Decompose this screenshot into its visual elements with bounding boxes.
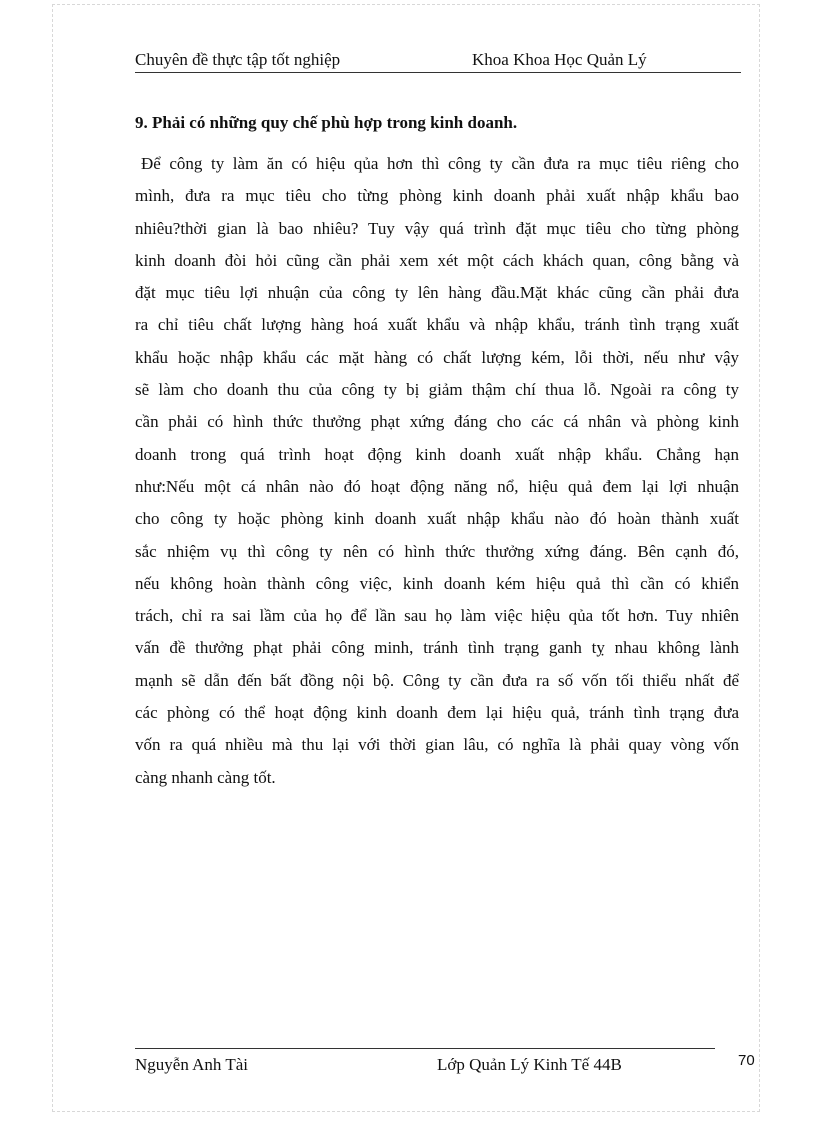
paragraph-line: nhiêu?thời gian là bao nhiêu? Tuy vậy quá trình đặt mục tiêu cho từng phòng <box>135 218 739 238</box>
paragraph-line: càng nhanh càng tốt. <box>135 767 276 787</box>
page-footer <box>135 1048 715 1074</box>
paragraph-line: kinh doanh đòi hỏi cũng cần phải xem xét một cách khách quan, công bằng và <box>135 250 739 270</box>
section-heading: 9. Phải có những quy chế phù hợp trong kinh doanh. <box>135 113 518 132</box>
header-title-right: Khoa Khoa Học Quản Lý <box>472 50 647 69</box>
body-paragraph <box>135 148 739 794</box>
paragraph-line: đặt mục tiêu lợi nhuận của công ty lên hàng đầu.Mặt khác cũng cần phải đưa <box>135 283 739 303</box>
paragraph-line: sẽ làm cho doanh thu của công ty bị giảm thậm chí thua lỗ. Ngoài ra công ty <box>135 380 739 400</box>
paragraph-line: cho công ty hoặc phòng kinh doanh xuất nhập khẩu nào đó hoàn thành xuất <box>135 509 739 529</box>
footer-class: Lớp Quản Lý Kinh Tế 44B <box>437 1055 622 1074</box>
paragraph-line: cần phải có hình thức thưởng phạt xứng đáng cho các cá nhân và phòng kinh <box>135 412 739 432</box>
paragraph-line: trách, chỉ ra sai lầm của họ để lần sau họ làm việc hiệu qủa tốt hơn. Tuy nhiên <box>135 606 739 626</box>
paragraph-line: mình, đưa ra mục tiêu cho từng phòng kinh doanh phải xuất nhập khẩu bao <box>135 186 739 206</box>
page-header <box>135 48 741 73</box>
paragraph-line: như:Nếu một cá nhân nào đó hoạt động năng nổ, hiệu quả đem lại lợi nhuận <box>135 476 739 496</box>
paragraph-line: sắc nhiệm vụ thì công ty nên có hình thức thưởng xứng đáng. Bên cạnh đó, <box>135 541 739 561</box>
paragraph-line: vấn đề thưởng phạt phải công minh, tránh tình trạng ganh tỵ nhau không lành <box>135 638 739 658</box>
paragraph-line: nếu không hoàn thành công việc, kinh doanh kém hiệu quả thì cần có khiển <box>135 573 739 593</box>
paragraph-line: các phòng có thể hoạt động kinh doanh đem lại hiệu quả, tránh tình trạng đưa <box>135 703 739 723</box>
footer-author: Nguyễn Anh Tài <box>135 1055 249 1074</box>
paragraph-line: ra chỉ tiêu chất lượng hàng hoá xuất khẩu và nhập khẩu, tránh tình trạng xuất <box>135 315 739 335</box>
paragraph-line: vốn ra quá nhiều mà thu lại với thời gian lâu, có nghĩa là phải quay vòng vốn <box>135 735 739 755</box>
paragraph-line: mạnh sẽ dẫn đến bất đồng nội bộ. Công ty cần đưa ra số vốn tối thiểu nhất để <box>135 670 739 690</box>
page-number: 70 <box>738 1052 755 1069</box>
paragraph-line: doanh trong quá trình hoạt động kinh doanh xuất nhập khẩu. Chẳng hạn <box>135 444 739 464</box>
paragraph-line: khẩu hoặc nhập khẩu các mặt hàng có chất lượng kém, lỗi thời, nếu như vậy <box>135 347 739 367</box>
header-title-left: Chuyên đề thực tập tốt nghiệp <box>135 50 341 69</box>
paragraph-line: Để công ty làm ăn có hiệu qủa hơn thì công ty cần đưa ra mục tiêu riêng cho <box>141 154 739 173</box>
